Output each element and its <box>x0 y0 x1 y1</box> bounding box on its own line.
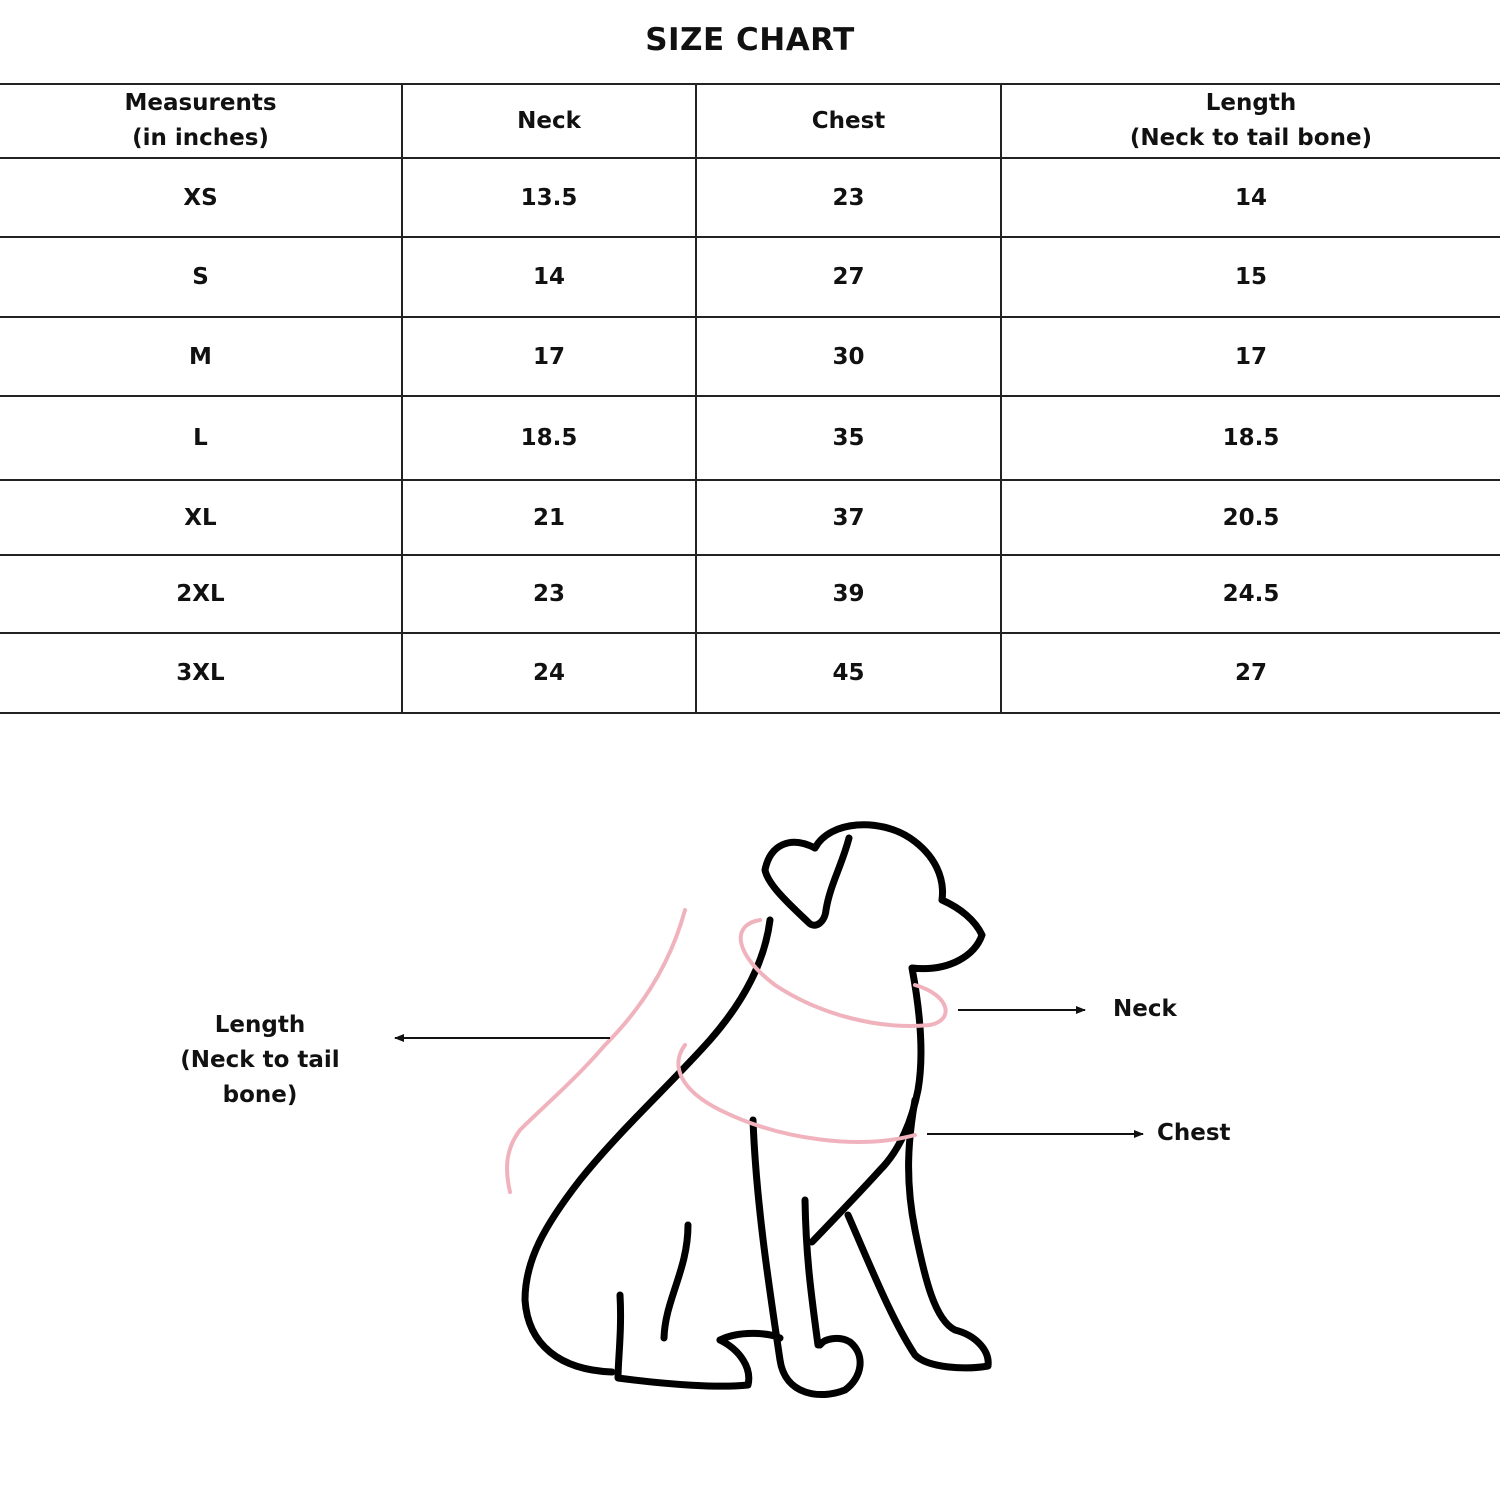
cell-length: 24.5 <box>1001 555 1500 633</box>
cell-chest: 23 <box>696 158 1001 237</box>
cell-neck: 14 <box>402 237 696 317</box>
cell-neck: 21 <box>402 480 696 555</box>
cell-chest: 27 <box>696 237 1001 317</box>
cell-chest: 35 <box>696 396 1001 480</box>
cell-size: S <box>0 237 402 317</box>
chest-label: Chest <box>1157 1120 1231 1146</box>
table-row <box>0 480 1500 555</box>
header-measurements-line2: (in inches) <box>132 125 269 151</box>
table-row <box>0 396 1500 480</box>
cell-chest: 37 <box>696 480 1001 555</box>
table-row <box>0 317 1500 396</box>
table-row <box>0 555 1500 633</box>
cell-neck: 24 <box>402 633 696 713</box>
cell-chest: 39 <box>696 555 1001 633</box>
cell-size: M <box>0 317 402 396</box>
table-row <box>0 237 1500 317</box>
length-label <box>140 1008 380 1113</box>
header-chest <box>696 84 1001 158</box>
neck-label: Neck <box>1113 996 1177 1022</box>
measurement-lines <box>507 910 946 1192</box>
length-label-line2: (Neck to tail bone) <box>180 1047 340 1108</box>
cell-length: 17 <box>1001 317 1500 396</box>
header-neck-label: Neck <box>517 107 581 134</box>
header-length-line2: (Neck to tail bone) <box>1129 125 1373 151</box>
cell-length: 27 <box>1001 633 1500 713</box>
header-measurements <box>0 84 402 158</box>
cell-length: 18.5 <box>1001 396 1500 480</box>
cell-size: 3XL <box>0 633 402 713</box>
header-length <box>1001 84 1500 158</box>
cell-size: L <box>0 396 402 480</box>
header-neck <box>402 84 696 158</box>
page-title: SIZE CHART <box>645 22 855 58</box>
cell-size: XL <box>0 480 402 555</box>
header-length-line1: Length <box>1205 90 1297 116</box>
cell-neck: 23 <box>402 555 696 633</box>
cell-length: 15 <box>1001 237 1500 317</box>
length-measure-line <box>507 910 685 1192</box>
arrows <box>395 1010 1143 1134</box>
cell-length: 14 <box>1001 158 1500 237</box>
length-label-line1: Length <box>214 1012 306 1038</box>
cell-neck: 13.5 <box>402 158 696 237</box>
cell-chest: 30 <box>696 317 1001 396</box>
cell-chest: 45 <box>696 633 1001 713</box>
cell-size: XS <box>0 158 402 237</box>
header-chest-label: Chest <box>811 107 886 134</box>
cell-size: 2XL <box>0 555 402 633</box>
cell-neck: 17 <box>402 317 696 396</box>
header-measurements-line1: Measurents <box>124 90 277 116</box>
table-header-row <box>0 84 1500 158</box>
cell-length: 20.5 <box>1001 480 1500 555</box>
table-row <box>0 633 1500 713</box>
chest-measure-line <box>678 1045 915 1142</box>
table-row <box>0 158 1500 237</box>
dog-outline-icon <box>525 825 988 1395</box>
size-chart-table <box>0 83 1500 714</box>
cell-neck: 18.5 <box>402 396 696 480</box>
